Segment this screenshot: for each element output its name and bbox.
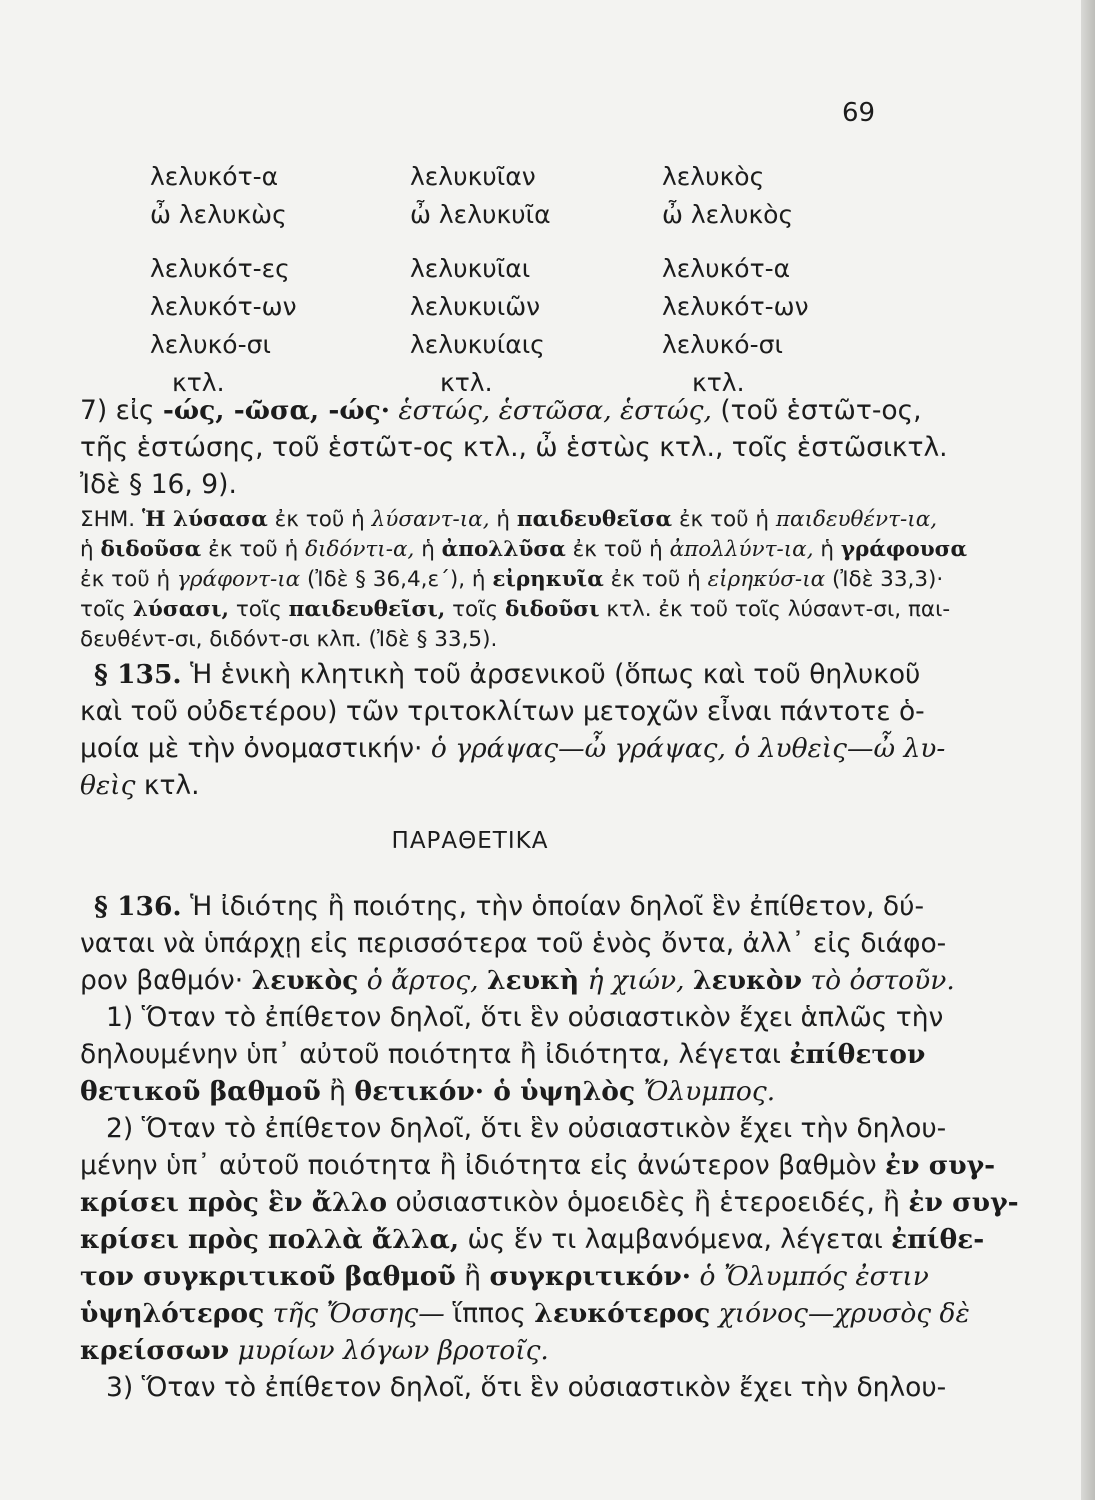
note-text: (Ἰδὲ 33,3)· (831, 567, 944, 592)
note-term: παιδευθεῖσα (516, 507, 673, 532)
note-form: ἀπολλύντ-ια, (669, 537, 814, 562)
note-text: τοῖς (452, 597, 499, 622)
note-term: ἀπολλῦσα (441, 537, 566, 562)
page-number: 69 (842, 98, 876, 128)
note-block (80, 505, 968, 655)
paradigm-cell: λελυκὸς (662, 162, 765, 191)
paradigm-cell: ὦ λελυκυῖα (410, 200, 551, 229)
note-form: εἰρηκύσ-ια (707, 567, 826, 592)
paradigm-cell: ὦ λελυκὼς (150, 200, 287, 229)
paradigm-cell: λελυκυίαις (410, 330, 545, 359)
section-136-term: κρίσει πρὸς πολλὰ ἄλλα, (80, 1224, 460, 1255)
note-label: ΣΗΜ. (80, 507, 136, 532)
note-term: παιδευθεῖσι, (288, 597, 446, 622)
section-7-lead: 7) εἰς (80, 395, 155, 426)
section-136 (80, 888, 1019, 1406)
note-text: ἐκ τοῦ ἡ (274, 507, 365, 532)
note-text: ἐκ τοῦ ἡ (572, 537, 663, 562)
section-136-text: ὡς ἕν τι λαμβανόμενα, λέγεται (467, 1224, 883, 1255)
section-7-endings: -ώς, -ῶσα, -ώς· (162, 395, 390, 426)
section-136-term: κρείσσων (80, 1335, 230, 1366)
note-line-5: δευθέντ-σι, διδόντ-σι κλπ. (Ἰδὲ § 33,5). (80, 627, 498, 652)
note-term: διδοῦσι (504, 597, 600, 622)
section-136-text: ναται νὰ ὑπάρχῃ εἰς περισσότερα τοῦ ἑνὸς ὄντα, ἀλλ᾽ εἰς διάφο- (80, 928, 947, 959)
note-text: ἡ (421, 537, 435, 562)
section-136-example: ἡ χιών, (587, 965, 685, 996)
section-7-line-2: τῆς ἑστώσης, τοῦ ἑστῶτ-ος κτλ., ὦ ἑστὼς κτλ., τοῖς ἑστῶσικτλ. (80, 432, 948, 463)
section-136-term: ἐπίθε- (891, 1224, 985, 1255)
section-136-example: ὁ ἄρτος, (366, 965, 479, 996)
note-text: ἡ (820, 537, 835, 562)
section-136-text: οὐσιαστικὸν ὁμοειδὲς ἢ ἑτεροειδές, ἢ (395, 1187, 900, 1218)
paradigm-cell: λελυκότ-ων (150, 292, 297, 321)
section-136-term: ὑψηλότερος (80, 1298, 265, 1329)
section-136-term: κρίσει πρὸς ἓν ἄλλο (80, 1187, 388, 1218)
section-136-number: § 136. (94, 891, 182, 922)
note-text: ἐκ τοῦ ἡ (610, 567, 701, 592)
section-136-example: Ὄλυμπος. (643, 1076, 776, 1107)
section-136-text: 2) Ὅταν τὸ ἐπίθετον δηλοῖ, ὅτι ἓν οὐσιαστικὸν ἔχει τὴν δηλου- (106, 1113, 947, 1144)
section-136-term: λευκὴ (486, 965, 580, 996)
section-136-example: χιόνος—χρυσὸς δὲ (718, 1298, 970, 1329)
note-text: ἐκ τοῦ ἡ (208, 537, 299, 562)
section-135-number: § 135. (94, 659, 182, 690)
section-7-examples: ἑστώς, ἑστῶσα, ἑστώς, (398, 395, 712, 426)
paradigm-cell: λελυκό-σι (150, 330, 271, 359)
section-135-text: Ἡ ἑνικὴ κλητικὴ τοῦ ἀρσενικοῦ (ὅπως καὶ τοῦ θηλυκοῦ (190, 659, 921, 690)
section-136-term: λευκὸν (692, 965, 802, 996)
paradigm-cell: κτλ. (440, 368, 493, 397)
section-136-text: Ἡ ἰδιότης ἢ ποιότης, τὴν ὁποίαν δηλοῖ ἓν ἐπίθετον, δύ- (190, 891, 925, 922)
section-7-rest: (τοῦ ἑστῶτ-ος, (720, 395, 922, 426)
note-text: (Ἰδὲ § 36,4,ε΄), ἡ (307, 567, 486, 592)
section-7-line-3: Ἰδὲ § 16, 9). (80, 469, 237, 500)
section-135 (80, 656, 946, 804)
paradigm-column-3 (662, 158, 922, 402)
note-term: γράφουσα (840, 537, 968, 562)
section-135-text: μοία μὲ τὴν ὀνομαστικήν· (80, 733, 423, 764)
paradigm-cell: λελυκότ-ων (662, 292, 809, 321)
note-text: ἐκ τοῦ ἡ (80, 567, 171, 592)
section-136-text: 3) Ὅταν τὸ ἐπίθετον δηλοῖ, ὅτι ἓν οὐσιαστικὸν ἔχει τὴν δηλου- (106, 1372, 947, 1403)
note-term: διδοῦσα (100, 537, 202, 562)
paradigm-cell: κτλ. (692, 368, 745, 397)
note-form: λύσαντ-ια, (371, 507, 490, 532)
section-136-term: ἐν συγ- (885, 1150, 996, 1181)
note-term: Ἡ λύσασα (141, 507, 268, 532)
note-text: κτλ. ἐκ τοῦ τοῖς λύσαντ-σι, παι- (606, 597, 951, 622)
note-form: διδόντι-α, (305, 537, 415, 562)
section-135-example: ὁ γράψας—ὦ γράψας, ὁ λυθεὶς—ὦ λυ- (430, 733, 946, 764)
section-136-text: ἢ (329, 1076, 346, 1107)
section-136-example: μυρίων λόγων βροτοῖς. (237, 1335, 549, 1366)
section-136-term: λευκὸς (251, 965, 359, 996)
paradigm-column-1 (150, 158, 410, 402)
paradigm-column-2 (410, 158, 670, 402)
note-term: λύσασι, (132, 597, 229, 622)
paradigm-cell: λελυκυιῶν (410, 292, 541, 321)
paradigm-cell: λελυκότ-ες (150, 254, 290, 283)
note-form: γράφοντ-ια (176, 567, 301, 592)
paradigm-cell: λελυκυῖαν (410, 162, 536, 191)
section-136-example: ὁ Ὄλυμπός ἐστιν (699, 1261, 929, 1292)
section-136-term: τον συγκριτικοῦ βαθμοῦ (80, 1261, 456, 1292)
section-136-term: θετικόν· ὁ ὑψηλὸς (354, 1076, 636, 1107)
section-136-term: ἐν συγ- (908, 1187, 1019, 1218)
section-135-text: καὶ τοῦ οὐδετέρου) τῶν τριτοκλίτων μετοχῶν εἶναι πάντοτε ὁ- (80, 696, 925, 727)
note-term: εἰρηκυῖα (492, 567, 604, 592)
section-heading: ΠΑΡΑΘΕΤΙΚΑ (391, 828, 549, 854)
section-136-term: λευκότερος (534, 1298, 711, 1329)
section-136-term: συγκριτικόν· (489, 1261, 691, 1292)
section-7 (80, 392, 948, 503)
page-edge (1081, 0, 1095, 1500)
note-text: τοῖς (235, 597, 282, 622)
paradigm-cell: λελυκό-σι (662, 330, 783, 359)
section-136-term: ἐπίθετον (789, 1039, 926, 1070)
note-text: τοῖς (80, 597, 126, 622)
paradigm-cell: κτλ. (172, 368, 225, 397)
section-136-text: ἵππος (453, 1298, 526, 1329)
section-136-text: 1) Ὅταν τὸ ἐπίθετον δηλοῖ, ὅτι ἓν οὐσιαστικὸν ἔχει ἁπλῶς τὴν (106, 1002, 944, 1033)
paradigm-cell: λελυκότ-α (150, 162, 279, 191)
section-136-text: ἢ (464, 1261, 482, 1292)
section-136-example: τῆς Ὄσσης— (272, 1298, 445, 1329)
note-text: ἐκ τοῦ ἡ (678, 507, 770, 532)
section-136-example: τὸ ὀστοῦν. (810, 965, 955, 996)
paradigm-cell: λελυκυῖαι (410, 254, 531, 283)
section-136-text: μένην ὑπ᾽ αὐτοῦ ποιότητα ἢ ἰδιότητα εἰς ἀνώτερον βαθμὸν (80, 1150, 877, 1181)
note-form: παιδευθέντ-ια, (775, 507, 938, 532)
section-136-text: ρον βαθμόν· (80, 965, 244, 996)
paradigm-cell: λελυκότ-α (662, 254, 791, 283)
section-135-example: θεὶς (80, 770, 136, 801)
note-text: ἡ (80, 537, 94, 562)
paradigm-cell: ὦ λελυκὸς (662, 200, 794, 229)
section-135-text: κτλ. (143, 770, 200, 801)
section-136-text: δηλουμένην ὑπ᾽ αὐτοῦ ποιότητα ἢ ἰδιότητα, λέγεται (80, 1039, 781, 1070)
note-text: ἡ (496, 507, 511, 532)
section-136-term: θετικοῦ βαθμοῦ (80, 1076, 321, 1107)
